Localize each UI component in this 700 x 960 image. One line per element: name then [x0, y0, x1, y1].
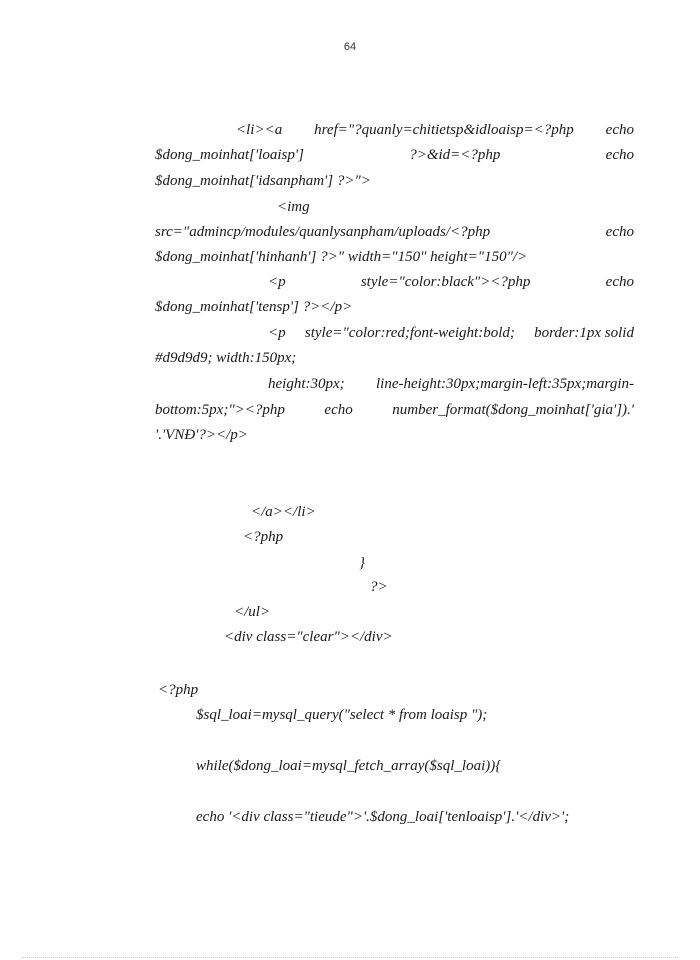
code-line-16: } — [359, 555, 365, 571]
code-token: border:1px solid — [534, 325, 634, 341]
code-line-3: $dong_moinhat['idsanpham'] ?>"> — [155, 173, 371, 189]
code-token: line-height:30px;margin-left:35px;margin- — [376, 376, 634, 392]
code-line-2 — [155, 146, 634, 164]
code-token: echo — [324, 402, 353, 418]
code-line-7 — [268, 273, 634, 291]
code-line-17: ?> — [370, 579, 388, 595]
code-token: ?>&id=<?php — [409, 147, 501, 163]
code-line-21: $sql_loai=mysql_query("select * from loaisp "); — [196, 707, 488, 723]
page-number: 64 — [343, 41, 357, 53]
code-line-13: '.'VNĐ'?></p> — [155, 427, 248, 443]
code-token: echo — [605, 122, 634, 138]
code-line-5 — [155, 223, 634, 241]
code-token: echo — [605, 147, 634, 163]
code-token: $dong_moinhat['loaisp'] — [155, 147, 304, 163]
code-line-12 — [155, 401, 634, 419]
code-token: style="color:black"><?php — [360, 274, 531, 290]
code-line-10: #d9d9d9; width:150px; — [155, 350, 297, 366]
code-line-9 — [268, 324, 634, 342]
code-line-11 — [268, 375, 634, 393]
code-line-8: $dong_moinhat['tensp'] ?></p> — [155, 299, 353, 315]
code-token: echo — [605, 224, 634, 240]
code-token: href="?quanly=chitietsp&idloaisp=<?php — [314, 122, 574, 138]
code-token: <p — [268, 274, 286, 290]
page-bottom-divider — [22, 957, 678, 958]
code-token: bottom:5px;"><?php — [155, 402, 285, 418]
code-line-22: while($dong_loai=mysql_fetch_array($sql_loai)){ — [196, 758, 502, 774]
code-line-6: $dong_moinhat['hinhanh'] ?>" width="150" height="150"/> — [155, 249, 528, 265]
code-line-4: <img — [277, 199, 310, 215]
code-line-18: </ul> — [234, 604, 271, 620]
code-line-23: echo '<div class="tieude">'.$dong_loai['tenloaisp'].'</div>'; — [196, 809, 570, 825]
code-token: height:30px; — [268, 376, 345, 392]
code-token: echo — [605, 274, 634, 290]
code-line-15: <?php — [243, 529, 284, 545]
code-line-19: <div class="clear"></div> — [224, 629, 393, 645]
code-line-14: </a></li> — [251, 504, 316, 520]
code-line-1 — [236, 121, 634, 139]
code-token: <li><a — [236, 122, 283, 138]
code-token: <p — [268, 325, 286, 341]
code-line-20: <?php — [158, 682, 199, 698]
code-token: src="admincp/modules/quanlysanpham/uploads/<?php — [155, 224, 491, 240]
code-token: style="color:red;font-weight:bold; — [304, 325, 515, 341]
code-token: number_format($dong_moinhat['gia']).' — [392, 402, 634, 418]
